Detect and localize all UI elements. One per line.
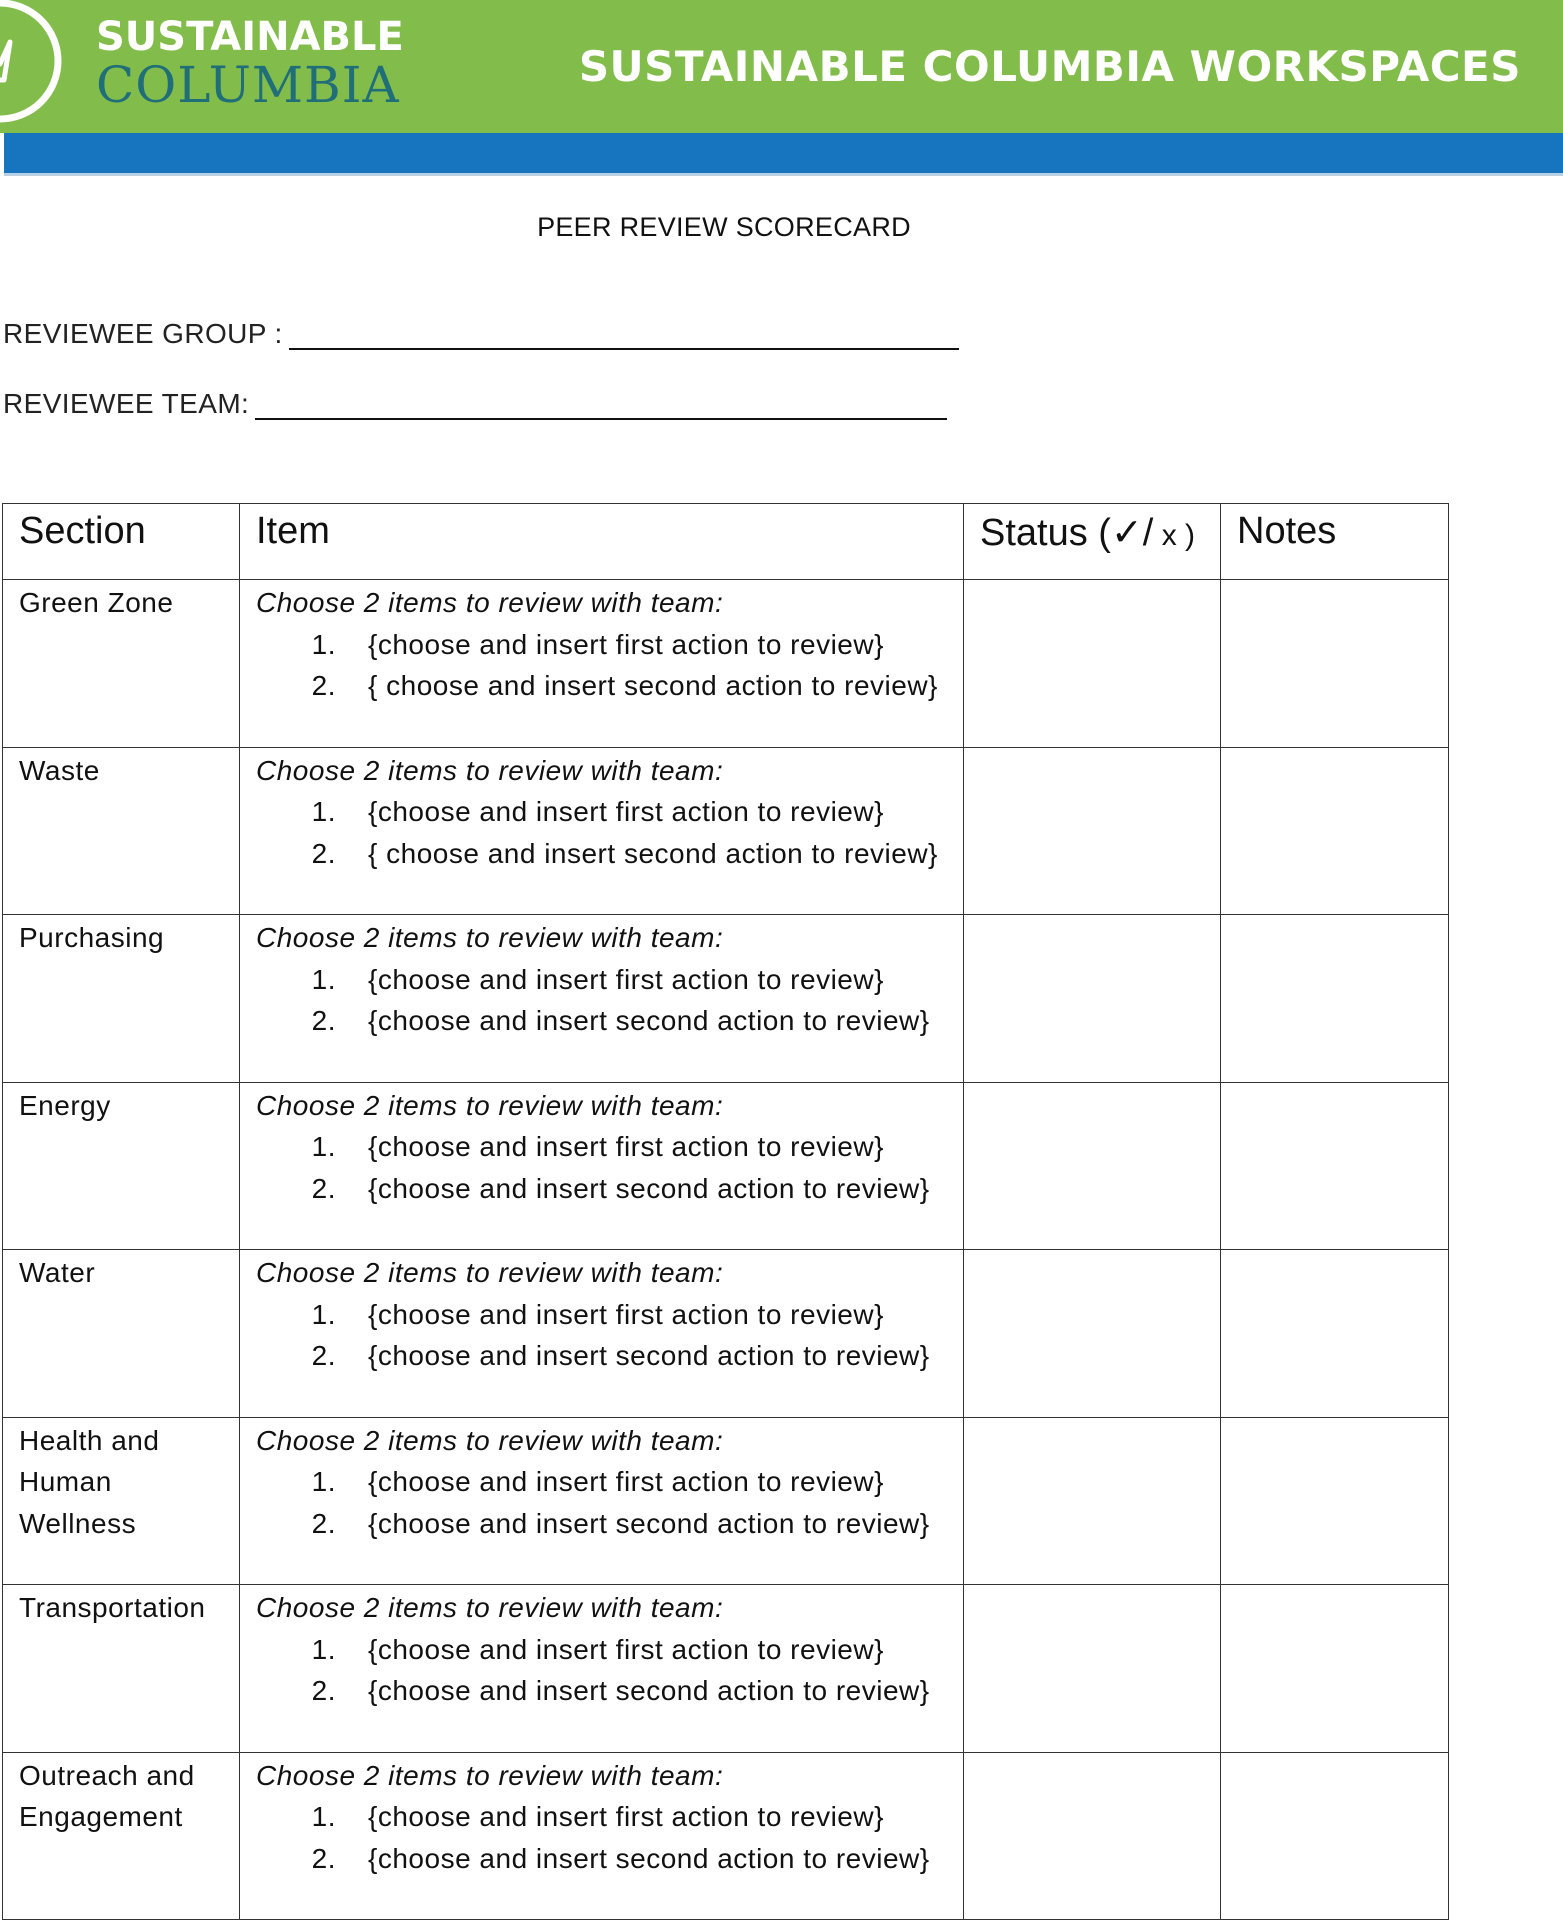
list-item	[256, 665, 947, 707]
list-item	[256, 791, 947, 833]
list-item	[256, 1503, 947, 1545]
notes-cell[interactable]	[1221, 1752, 1449, 1920]
item-cell	[240, 915, 964, 1083]
item-cell	[240, 1417, 964, 1585]
notes-cell[interactable]	[1221, 1417, 1449, 1585]
notes-cell[interactable]	[1221, 1585, 1449, 1753]
list-number: 2.	[311, 837, 336, 869]
table-row	[3, 1585, 1449, 1753]
list-item	[256, 833, 947, 875]
header-banner	[0, 0, 1563, 133]
item-intro: Choose 2 items to review with team:	[256, 1759, 724, 1791]
item-intro: Choose 2 items to review with team:	[256, 754, 724, 786]
table-row	[3, 915, 1449, 1083]
section-cell: Purchasing	[3, 915, 240, 1083]
action-placeholder-2[interactable]: {choose and insert second action to review}	[368, 1005, 930, 1036]
status-cell[interactable]	[964, 1585, 1221, 1753]
banner-title: SUSTAINABLE COLUMBIA WORKSPACES	[578, 42, 1521, 91]
section-cell: Water	[3, 1250, 240, 1418]
section-cell: Health and Human Wellness	[3, 1417, 240, 1585]
item-intro: Choose 2 items to review with team:	[256, 1592, 724, 1623]
status-cell[interactable]	[964, 1250, 1221, 1418]
table-header-row	[3, 504, 1449, 580]
list-number: 2.	[311, 1005, 336, 1036]
action-placeholder-1[interactable]: {choose and insert first action to review}	[368, 1298, 884, 1330]
list-item	[256, 1168, 947, 1210]
action-placeholder-1[interactable]: {choose and insert first action to review}	[368, 963, 884, 995]
list-number: 1.	[311, 1801, 336, 1832]
checkmark-icon: ✓/	[1110, 512, 1154, 554]
list-number: 2.	[311, 1340, 336, 1371]
action-placeholder-2[interactable]: {choose and insert second action to review}	[368, 1675, 930, 1706]
status-cell[interactable]	[964, 1082, 1221, 1250]
reviewee-team-label: REVIEWEE TEAM:	[3, 388, 250, 419]
section-cell: Energy	[3, 1082, 240, 1250]
section-cell: Transportation	[3, 1585, 240, 1753]
action-placeholder-1[interactable]: {choose and insert first action to review}	[368, 1633, 884, 1665]
notes-cell[interactable]	[1221, 1082, 1449, 1250]
item-cell	[240, 1082, 964, 1250]
item-intro: Choose 2 items to review with team:	[256, 1424, 724, 1456]
item-intro: Choose 2 items to review with team:	[256, 1089, 724, 1121]
list-number: 1.	[311, 963, 336, 995]
action-placeholder-2[interactable]: {choose and insert second action to review}	[368, 1172, 930, 1204]
notes-cell[interactable]	[1221, 1250, 1449, 1418]
status-cell[interactable]	[964, 580, 1221, 748]
header-blue-bar	[4, 133, 1563, 173]
table-row	[3, 1752, 1449, 1920]
list-number: 1.	[311, 1633, 336, 1665]
header-notes: Notes	[1221, 504, 1449, 580]
item-intro: Choose 2 items to review with team:	[256, 587, 724, 618]
action-placeholder-1[interactable]: {choose and insert first action to review}	[368, 1466, 884, 1497]
notes-cell[interactable]	[1221, 580, 1449, 748]
reviewee-group-input[interactable]	[289, 324, 959, 350]
action-placeholder-1[interactable]: {choose and insert first action to review}	[368, 628, 884, 660]
list-item	[256, 959, 947, 1001]
item-cell	[240, 1752, 964, 1920]
action-placeholder-2[interactable]: { choose and insert second action to review}	[368, 837, 938, 869]
item-cell	[240, 747, 964, 915]
list-item	[256, 1796, 947, 1838]
list-number: 1.	[311, 628, 336, 660]
action-placeholder-1[interactable]: {choose and insert first action to review}	[368, 796, 884, 827]
table-row	[3, 1082, 1449, 1250]
notes-cell[interactable]	[1221, 747, 1449, 915]
page-title: PEER REVIEW SCORECARD	[537, 212, 911, 242]
reviewee-team-input[interactable]	[255, 394, 947, 420]
crown-logo-icon	[0, 0, 68, 128]
table-row	[3, 1417, 1449, 1585]
list-number: 2.	[311, 1507, 336, 1539]
action-placeholder-2[interactable]: { choose and insert second action to review}	[368, 670, 938, 701]
action-placeholder-2[interactable]: {choose and insert second action to review}	[368, 1507, 930, 1539]
list-number: 2.	[311, 1172, 336, 1204]
list-number: 1.	[311, 1466, 336, 1497]
list-item	[256, 1461, 947, 1503]
reviewee-group-field	[3, 318, 959, 350]
action-placeholder-2[interactable]: {choose and insert second action to review}	[368, 1340, 930, 1371]
list-number: 2.	[311, 670, 336, 701]
header-status	[964, 504, 1221, 580]
action-placeholder-1[interactable]: {choose and insert first action to review}	[368, 1801, 884, 1832]
action-placeholder-1[interactable]: {choose and insert first action to review}	[368, 1131, 884, 1162]
list-item	[256, 624, 947, 666]
item-cell	[240, 580, 964, 748]
section-cell: Green Zone	[3, 580, 240, 748]
status-cell[interactable]	[964, 915, 1221, 1083]
list-number: 1.	[311, 796, 336, 827]
list-item	[256, 1335, 947, 1377]
logo-text-columbia: COLUMBIA	[96, 56, 400, 114]
notes-cell[interactable]	[1221, 915, 1449, 1083]
header-section: Section	[3, 504, 240, 580]
status-cell[interactable]	[964, 747, 1221, 915]
header-divider	[4, 173, 1563, 176]
list-item	[256, 1629, 947, 1671]
header-status-prefix: Status (	[980, 512, 1111, 554]
logo-text-sustainable: SUSTAINABLE	[96, 14, 404, 60]
table-row	[3, 1250, 1449, 1418]
section-cell: Waste	[3, 747, 240, 915]
status-cell[interactable]	[964, 1417, 1221, 1585]
table-row	[3, 747, 1449, 915]
table-row	[3, 580, 1449, 748]
list-number: 2.	[311, 1842, 336, 1874]
list-item	[256, 1000, 947, 1042]
list-number: 1.	[311, 1298, 336, 1330]
item-intro: Choose 2 items to review with team:	[256, 1257, 724, 1288]
action-placeholder-2[interactable]: {choose and insert second action to review}	[368, 1842, 930, 1874]
list-item	[256, 1294, 947, 1336]
item-cell	[240, 1585, 964, 1753]
scorecard-table	[2, 503, 1449, 1920]
header-status-x: x )	[1153, 519, 1196, 552]
reviewee-team-field	[3, 388, 947, 420]
list-item	[256, 1126, 947, 1168]
list-number: 2.	[311, 1675, 336, 1706]
status-cell[interactable]	[964, 1752, 1221, 1920]
header-item: Item	[240, 504, 964, 580]
list-item	[256, 1838, 947, 1880]
list-number: 1.	[311, 1131, 336, 1162]
reviewee-group-label: REVIEWEE GROUP :	[3, 318, 283, 349]
list-item	[256, 1670, 947, 1712]
section-cell: Outreach and Engagement	[3, 1752, 240, 1920]
item-cell	[240, 1250, 964, 1418]
item-intro: Choose 2 items to review with team:	[256, 922, 724, 953]
